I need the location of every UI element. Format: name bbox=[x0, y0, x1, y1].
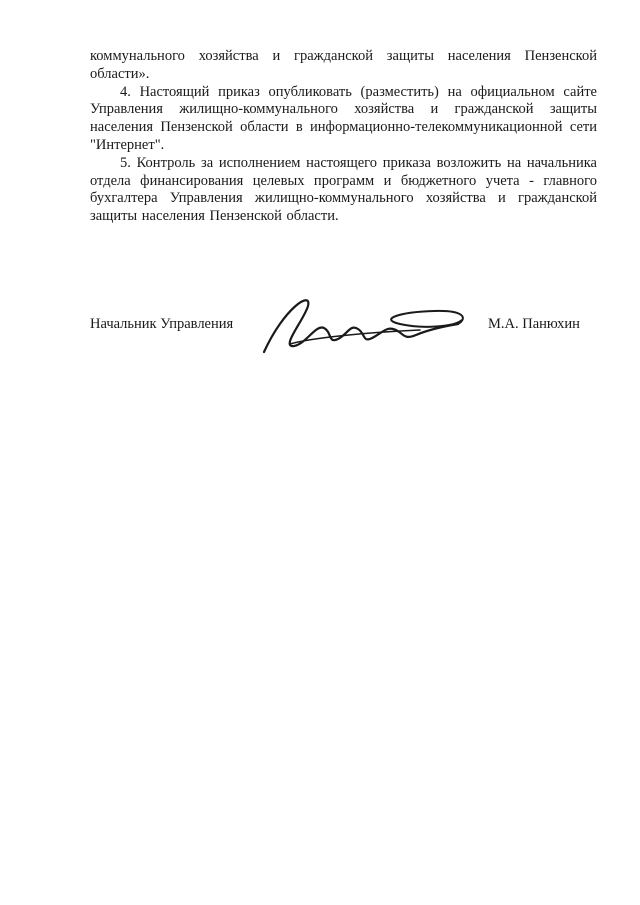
signature-block bbox=[90, 284, 597, 374]
paragraph-item-5: 5. Контроль за исполнением настоящего приказа возложить на начальника отдела финансирования целевых программ и бюджетного учета - главного бухгалтера Управления жилищно-коммунального хозяйства и гражданской защиты населения Пензенской области. bbox=[90, 154, 597, 225]
paragraph-continuation: коммунального хозяйства и гражданской защиты населения Пензенской области». bbox=[90, 48, 597, 82]
signer-role-label: Начальник Управления bbox=[90, 315, 234, 332]
document-page bbox=[90, 48, 597, 374]
paragraph-item-4: 4. Настоящий приказ опубликовать (разместить) на официальном сайте Управления жилищно-коммунального хозяйства и гражданской защиты населения Пензенской области в информационно-телекоммуникационной сети "Интернет". bbox=[90, 83, 597, 153]
handwritten-signature-icon bbox=[250, 286, 475, 364]
signer-name-label: М.А. Панюхин bbox=[488, 315, 580, 332]
